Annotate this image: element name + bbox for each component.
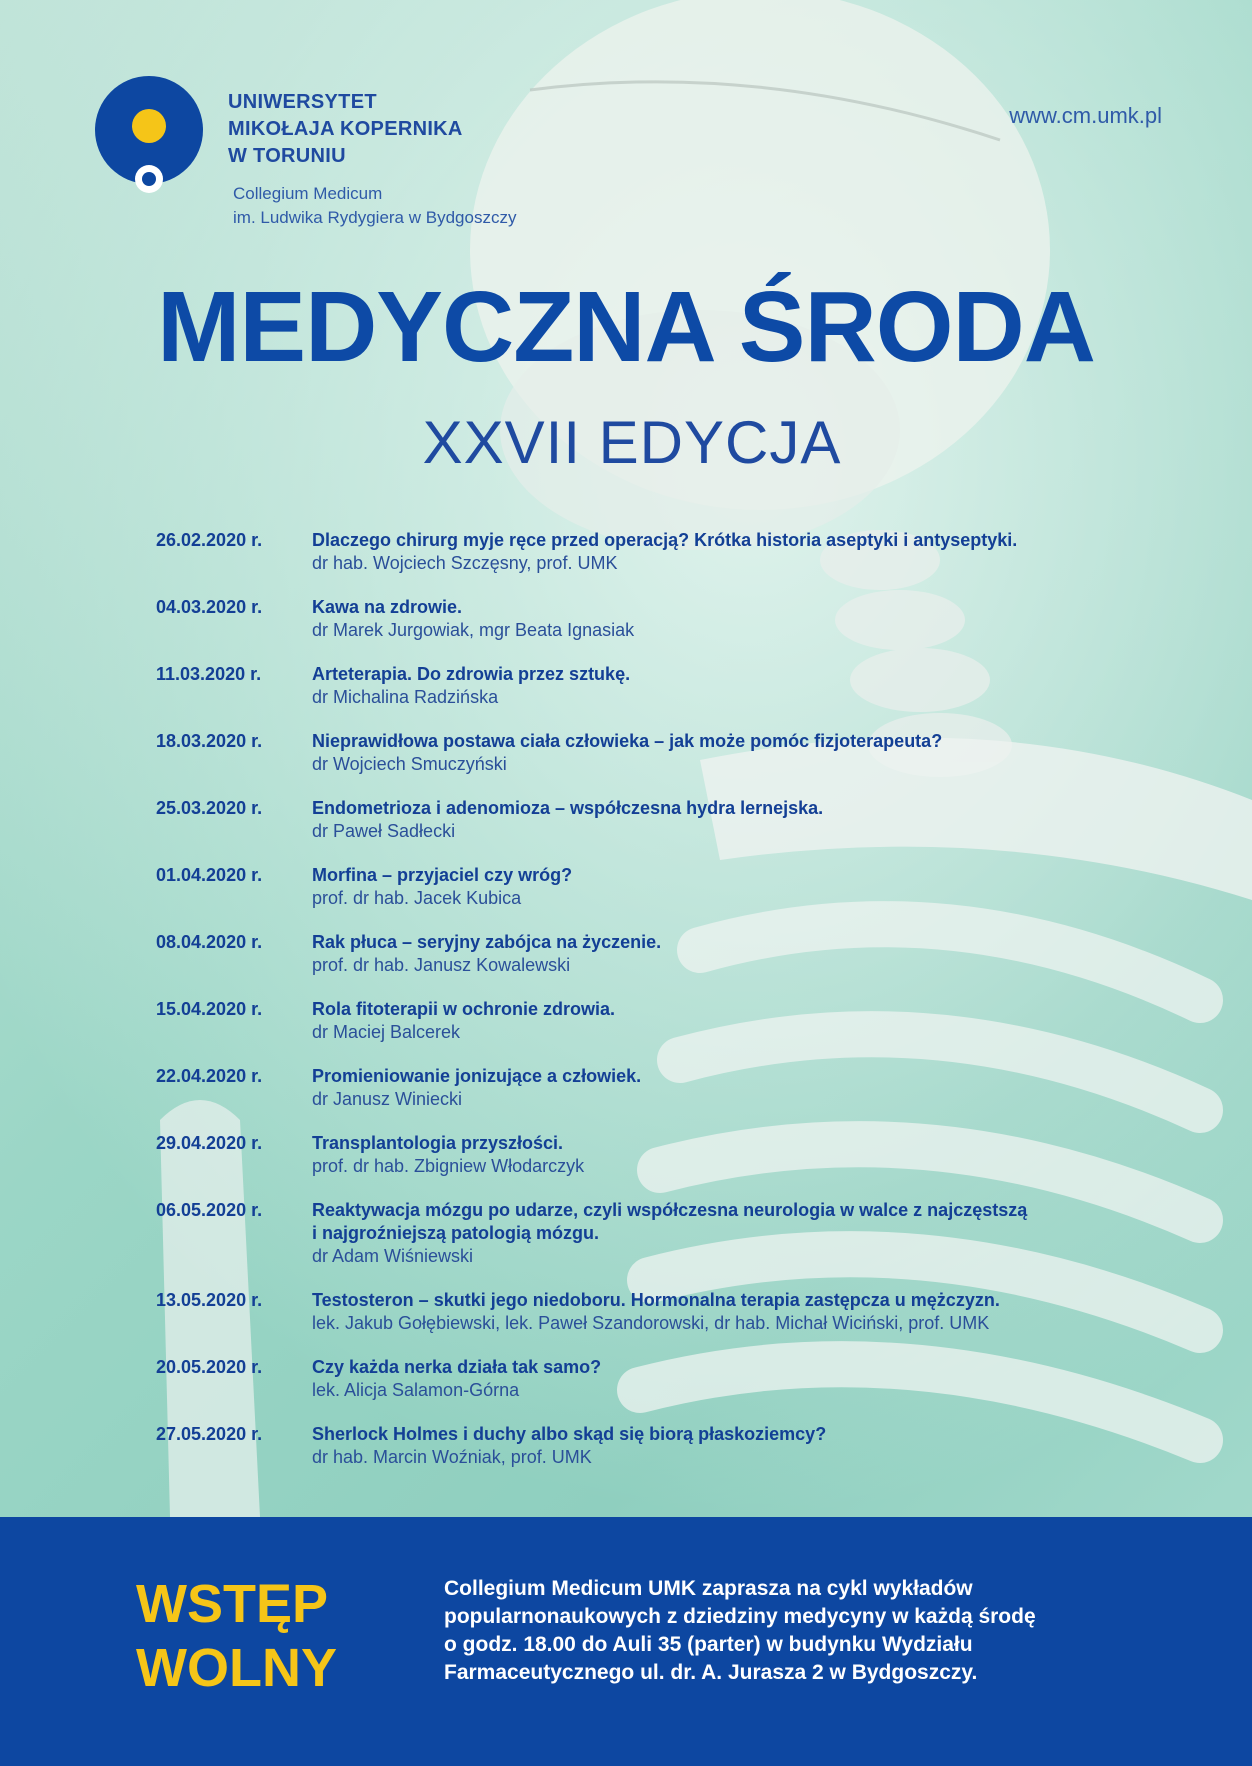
event-info-line: o godz. 18.00 do Auli 35 (parter) w budynku Wydziału [444,1633,973,1656]
lecture-date: 18.03.2020 r. [156,731,263,751]
university-name [228,89,463,170]
lecture-item [156,596,1156,642]
page-title: MEDYCZNA ŚRODA [157,271,1095,383]
lecture-speaker: prof. dr hab. Jacek Kubica [312,888,522,908]
lecture-title: Dlaczego chirurg myje ręce przed operacją? Krótka historia aseptyki i antyseptyki. [312,530,1018,550]
lecture-speaker: dr Michalina Radzińska [312,687,499,707]
lecture-speaker: dr Wojciech Smuczyński [312,754,507,774]
lecture-title: Transplantologia przyszłości. [312,1133,564,1153]
lecture-item [156,864,1156,910]
lecture-item [156,1356,1156,1402]
lecture-title: Rak płuca – seryjny zabójca na życzenie. [312,932,662,952]
lecture-speaker: dr Marek Jurgowiak, mgr Beata Ignasiak [312,620,635,640]
lecture-item [156,663,1156,709]
lecture-date: 22.04.2020 r. [156,1066,263,1086]
lecture-title: Reaktywacja mózgu po udarze, czyli współczesna neurologia w walce z najczęstszą [312,1200,1028,1220]
lecture-date: 08.04.2020 r. [156,932,263,952]
event-info-text [444,1575,1144,1687]
lecture-speaker: lek. Alicja Salamon-Górna [312,1380,520,1400]
lecture-title-continued: i najgroźniejszą patologią mózgu. [312,1223,600,1243]
lecture-item [156,1132,1156,1178]
lecture-title: Arteterapia. Do zdrowia przez sztukę. [312,664,631,684]
lecture-title: Promieniowanie jonizujące a człowiek. [312,1066,642,1086]
event-info-line: popularnonaukowych z dziedziny medycyny w każdą środę [444,1605,1036,1628]
lecture-speaker: dr hab. Marcin Woźniak, prof. UMK [312,1447,592,1467]
lecture-speaker: prof. dr hab. Janusz Kowalewski [312,955,571,975]
university-name-line: MIKOŁAJA KOPERNIKA [228,118,463,140]
faculty-name-line: Collegium Medicum [233,184,383,203]
lecture-speaker: lek. Jakub Gołębiewski, lek. Paweł Szandorowski, dr hab. Michał Wiciński, prof. UMK [312,1313,990,1333]
lecture-speaker: dr hab. Wojciech Szczęsny, prof. UMK [312,553,618,573]
university-name-line: W TORUNIU [228,145,346,167]
lecture-item [156,1423,1156,1469]
footer-banner [0,1517,1252,1766]
lecture-schedule [156,529,1156,1490]
lecture-date: 13.05.2020 r. [156,1290,263,1310]
lecture-date: 26.02.2020 r. [156,530,263,550]
lecture-date: 01.04.2020 r. [156,865,263,885]
free-entry-label [136,1572,337,1700]
website-link[interactable]: www.cm.umk.pl [1009,103,1162,128]
lecture-date: 11.03.2020 r. [156,664,262,684]
lecture-title: Rola fitoterapii w ochronie zdrowia. [312,999,616,1019]
lecture-speaker: dr Adam Wiśniewski [312,1246,474,1266]
lecture-title: Morfina – przyjaciel czy wróg? [312,865,573,885]
lecture-item [156,931,1156,977]
university-name-line: UNIWERSYTET [228,91,377,113]
lecture-item [156,1199,1156,1268]
lecture-title: Czy każda nerka działa tak samo? [312,1357,602,1377]
lecture-title: Sherlock Holmes i duchy albo skąd się biorą płaskoziemcy? [312,1424,827,1444]
lecture-date: 29.04.2020 r. [156,1133,263,1153]
event-info-line: Collegium Medicum UMK zaprasza na cykl wykładów [444,1577,973,1600]
university-logo-icon [93,76,205,198]
faculty-name-line: im. Ludwika Rydygiera w Bydgoszczy [233,208,517,227]
free-entry-line: WSTĘP [136,1574,329,1634]
lecture-date: 06.05.2020 r. [156,1200,263,1220]
lecture-date: 20.05.2020 r. [156,1357,263,1377]
faculty-name [233,182,516,230]
lecture-date: 27.05.2020 r. [156,1424,263,1444]
lecture-speaker: dr Maciej Balcerek [312,1022,461,1042]
lecture-item [156,1065,1156,1111]
lecture-item [156,998,1156,1044]
lecture-date: 15.04.2020 r. [156,999,263,1019]
lecture-title: Kawa na zdrowie. [312,597,463,617]
free-entry-line: WOLNY [136,1638,337,1698]
lecture-item [156,797,1156,843]
lecture-speaker: prof. dr hab. Zbigniew Włodarczyk [312,1156,585,1176]
lecture-date: 04.03.2020 r. [156,597,263,617]
lecture-speaker: dr Janusz Winiecki [312,1089,463,1109]
lecture-item [156,1289,1156,1335]
lecture-date: 25.03.2020 r. [156,798,263,818]
edition-subtitle: XXVII EDYCJA [422,409,842,476]
event-info-line: Farmaceutycznego ul. dr. A. Jurasza 2 w Bydgoszczy. [444,1661,978,1684]
lecture-title: Testosteron – skutki jego niedoboru. Hormonalna terapia zastępcza u mężczyzn. [312,1290,1000,1310]
lecture-title: Nieprawidłowa postawa ciała człowieka – jak może pomóc fizjoterapeuta? [312,731,943,751]
lecture-item [156,730,1156,776]
lecture-item [156,529,1156,575]
lecture-speaker: dr Paweł Sadłecki [312,821,456,841]
lecture-title: Endometrioza i adenomioza – współczesna hydra lernejska. [312,798,824,818]
